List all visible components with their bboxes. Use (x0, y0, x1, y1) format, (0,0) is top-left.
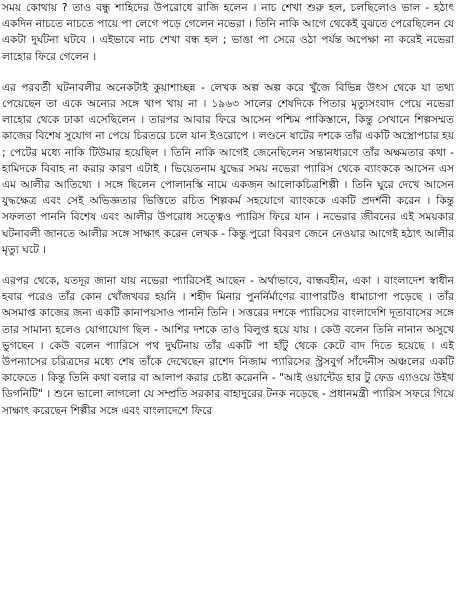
paragraph-3: এরপর থেকে, যতদূর জানা যায় নভেরা প্যারিসেই আছেন - অর্থাভাবে, বান্ধবহীন, একা । বাংলাদেশ স্বাধীন হবার পরেও তাঁর কোন খোঁজখবর হয়নি । শহীদ মিনার পুনর্নির্মাণের ব্যাপারটিও ধামাচাপা পড়েছে । তাঁর অসমাপ্ত কাজের জন্য একটি কানাপয়সাও পাননি তিনি । সত্তরের দশকে প্যারিসের বাংলাদেশি দূতাবাসের সঙ্গে তার সামান্য হলেও যোগাযোগ ছিল - আশির দশকে তাও বিলুপ্ত হয়ে যায় । কেউ বলেন তিনি নানান অসুখে ভুগছেন । কেউ বলেন প্যারিসে পথ দুর্ঘটনায় তাঁর একটি পা হাঁটু থেকে কেটে বাদ দিতে হয়েছে । এই উপন্যাসের চরিত্রদের মধ্যে শেষ তাঁকে দেখেছেন রাশেদ নিজাম প্যারিসের স্ট্রসবুর্গ সাঁদেনীস অঞ্চলের একটি কাফেতে । কিন্তু তিনি কথা বলার বা আলাপ করার চেষ্টা করেননি - "আই ওয়ান্টেড হার টু ফেড এ্যাওয়ে উইথ ডিগনিটি" । শুনে ভালো লাগলো যে সম্প্রতি সরকার বাহাদুরের টনক নড়েছে - প্রধানমন্ত্রী প্যারিস সফরে গিয়ে সাক্ষাৎ করেছেন শিল্পীর সঙ্গে এবং বাংলাদেশে ফিরে (2, 275, 454, 417)
paragraph-2: এর পরবর্তী ঘটনাবলীর অনেকটাই কুয়াশাচ্ছন্ন - লেখক অল্প অল্প করে খুঁজে বিভিন্ন উৎস থেকে যা তথ্য পেয়েছেন তা একে অন্যের সঙ্গে খাপ খায় না । ১৯৬৩ সালের শেষদিকে পিতার মৃত্যুসংবাদ পেয়ে নভেরা লাহোর থেকে ঢাকা এসেছিলেন । তারপর আবার ফিরে আসেন পশ্চিম পাকিস্তানে, কিন্তু সেখানে শিল্পসম্মত কাজের বিশেষ সুযোগ না পেয়ে চিরতরে চলে যান ইওরোপে । লণ্ডনে ষাটের দশকে তাঁর একটি অস্ত্রোপচার হয় ; পেটের মধ্যে নাকি টিউমার হয়েছিল । তিনি নাকি আগেই জেনেছিলেন সন্তানধারণে তাঁর অক্ষমতার কথা - হামিদকে বিবাহ না করার কারণ এটাই । ভিয়েতনাম যুদ্ধের সময় নভেরা প্যারিস থেকে ব্যাংককে আসেন এস এম আলীর আতিথ্যে । সঙ্গে ছিলেন পোলানস্কি নামে একজন আলোকচিত্রশিল্পী । তিনি ঘুরে দেখে আসেন যুদ্ধক্ষেত্র এবং সেই অভিজ্ঞতার ভিত্তিতে রচিত শিল্পকর্ম সহযোগে ব্যাংককে একটি প্রদর্শনী করেন । কিন্তু সফলতা পাননি বিশেষ এবং আলীর উপরোধ সত্ত্বেও প্যারিস ফিরে যান । নভেরার জীবনের এই সময়কার ঘটনাবলী জানতে আলীর সঙ্গে সাক্ষাৎ করেন লেখক - কিন্তু পুরো বিবরণ জেনে নেওয়ার আগেই হঠাৎ আলীর মৃত্যু ঘটে । (2, 81, 454, 256)
paragraph-1: সময় কোথায় ? তাও বন্ধু শাহিদের উপরোধে রাজি হলেন । নাচ শেখা শুরু হল, চলছিলোও ভাল - হঠাৎ একদিন নাচতে নাচতে পায়ে পা লেগে পড়ে গেলেন নভেরা । তিনি নাকি আগে থেকেই বুঝতে পেরেছিলেন যে একটা দুর্ঘটনা ঘটবে । এইভাবে নাচ শেখা বন্ধ হল ; ভাঙা পা সেরে ওঠা পর্যন্ত অপেক্ষা না করেই নভেরা লাহোর ফিরে গেলেন । (2, 2, 454, 63)
